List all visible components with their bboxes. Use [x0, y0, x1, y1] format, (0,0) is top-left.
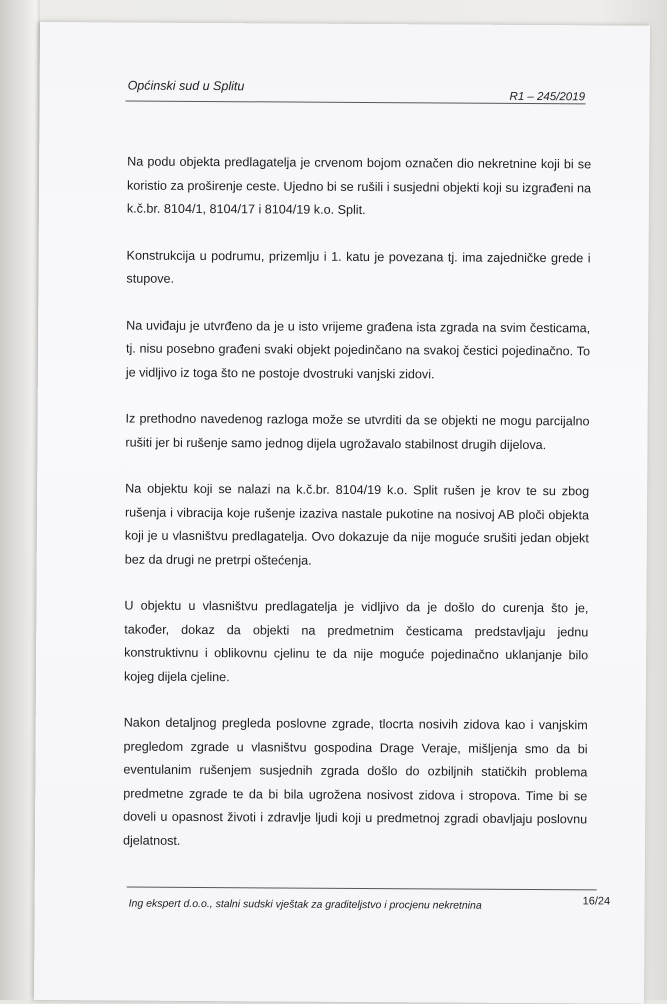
footer-rule — [127, 887, 597, 891]
header-court-name: Općinski sud u Splitu — [127, 78, 245, 94]
document-body — [123, 151, 591, 879]
footer-company: Ing ekspert d.o.o., stalni sudski vještak za graditeljstvo i procjenu nekretnina — [128, 897, 482, 912]
paragraph-3: Na uviđaju je utvrđeno da je u isto vrijeme građena ista zgrada na svim česticama, tj. nisu posebno građeni svaki objekt pojedinčano na svakoj čestici pojedinačno. To je vidljivo iz toga što ne postoje dvostruki vanjski zidovi. — [125, 318, 591, 381]
header-case-number: R1 – 245/2019 — [509, 90, 586, 104]
paragraph-4: Iz prethodno navedenog razloga može se utvrditi da se objekti ne mogu parcijalno rušiti jer bi rušenje samo jednog dijela ugrožavalo stabilnost drugih dijelova. — [125, 411, 590, 452]
paragraph-7: Nakon detaljnog pregleda poslovne zgrade, tlocrta nosivih zidova kao i vanjskim pregledom zgrade u vlasništvu gospodina Drage Veraje, mišljenja smo da bi eventulanim rušenjem susjednih zgrada došlo do ozbiljnih statičkih problema predmetne zgrade te da bi bila ugrožena nosivost zidova i stropova. Time bi se doveli u opasnost životi i zdravlje ljudi koji u predmetnoj zgradi obavljaju poslovnu djelatnost. — [122, 715, 588, 848]
paragraph-1: Na podu objekta predlagatelja je crvenom bojom označen dio nekretnine koji bi se koristio za proširenje ceste. Ujedno bi se rušili i susjedni objekti koji su izgrađeni na k.č.br. 8104/1, 8104/17 i 8104/19 k.o. Split. — [126, 154, 592, 217]
paragraph-6: U objektu u vlasništvu predlagatelja je vidljivo da je došlo do curenja što je, također, dokaz da objekti na predmetnim česticama predstavljaju jednu konstruktivnu i oblikovnu cjelinu te da nije moguće pojedinačno uklanjanje bilo kojeg dijela cjeline. — [123, 598, 589, 684]
footer-page-number: 16/24 — [582, 895, 611, 908]
paragraph-2: Konstrukcija u podrumu, prizemlju i 1. katu je povezana tj. ima zajedničke grede i stupove. — [126, 248, 591, 286]
paragraph-5: Na objektu koji se nalazi na k.č.br. 8104/19 k.o. Split rušen je krov te su zbog rušenja i vibracija koje rušenje izaziva nastale pukotine na nosivoj AB ploči objekta koji je u vlasništvu predlagatelja. Ovo dokazuje da nije moguće srušiti jedan objekt bez da drugi ne pretrpi oštećenja. — [124, 481, 590, 568]
document-page — [34, 22, 650, 1004]
